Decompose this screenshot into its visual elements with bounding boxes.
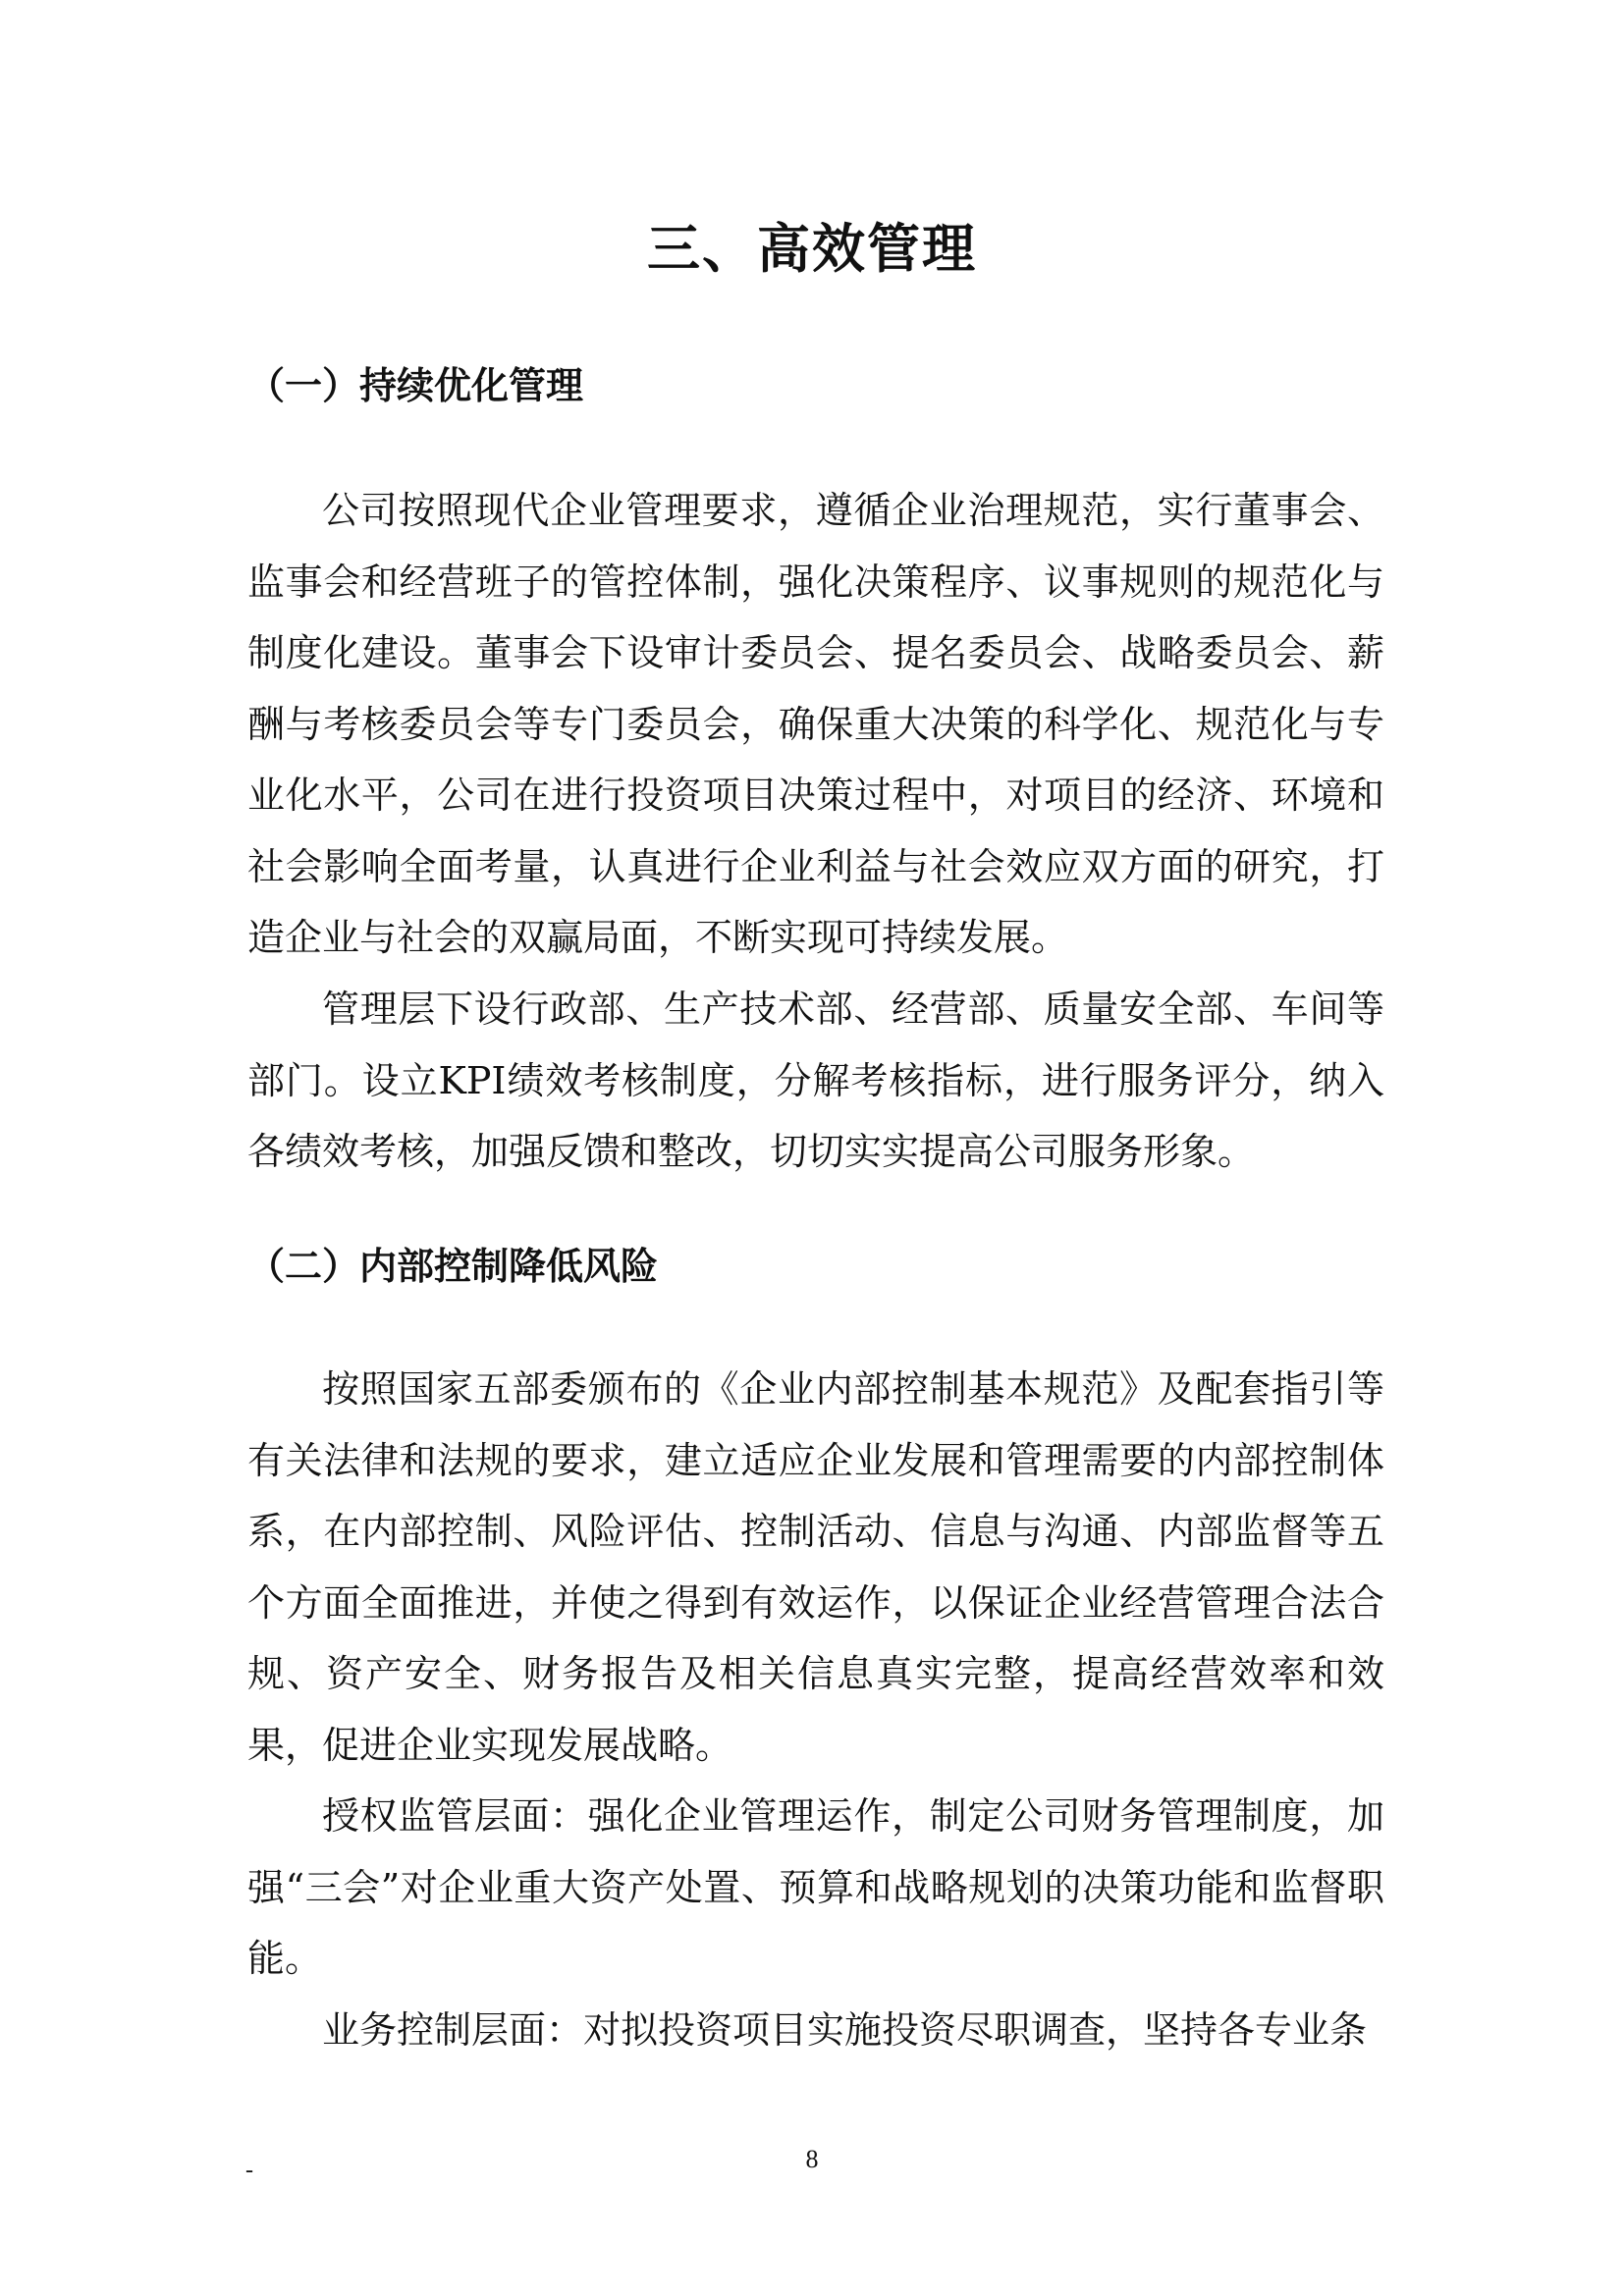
section-1-paragraph-1: 公司按照现代企业管理要求，遵循企业治理规范，实行董事会、监事会和经营班子的管控体制，强化决策程序、议事规则的规范化与制度化建设。董事会下设审计委员会、提名委员会、战略委员会、薪酬与考核委员会等专门委员会，确保重大决策的科学化、规范化与专业化水平，公司在进行投资项目决策过程中，对项目的经济、环境和社会影响全面考量，认真进行企业利益与社会效应双方面的研究，打造企业与社会的双赢局面，不断实现可持续发展。	[247, 489, 1384, 959]
section-2-paragraph-2: 授权监管层面：强化企业管理运作，制定公司财务管理制度，加强“三会”对企业重大资产处置、预算和战略规划的决策功能和监督职能。	[247, 1794, 1384, 1980]
section-2-paragraph-1: 按照国家五部委颁布的《企业内部控制基本规范》及配套指引等有关法律和法规的要求，建立适应企业发展和管理需要的内部控制体系，在内部控制、风险评估、控制活动、信息与沟通、内部监督等五个方面全面推进，并使之得到有效运作，以保证企业经营管理合法合规、资产安全、财务报告及相关信息真实完整，提高经营效率和效果，促进企业实现发展战略。	[247, 1367, 1384, 1767]
section-1-paragraph-2: 管理层下设行政部、生产技术部、经营部、质量安全部、车间等部门。设立KPI绩效考核制度，分解考核指标，进行服务评分，纳入各绩效考核，加强反馈和整改，切切实实提高公司服务形象。	[247, 988, 1384, 1173]
page-title: 三、高效管理	[647, 218, 977, 280]
footer-mark: -	[245, 2158, 253, 2183]
page-number: 8	[805, 2145, 819, 2173]
section-2-paragraph-3: 业务控制层面：对拟投资项目实施投资尽职调查，坚持各专业条	[322, 2008, 1368, 2052]
section-heading-1: （一）持续优化管理	[247, 364, 584, 407]
section-heading-2: （二）内部控制降低风险	[247, 1245, 659, 1288]
